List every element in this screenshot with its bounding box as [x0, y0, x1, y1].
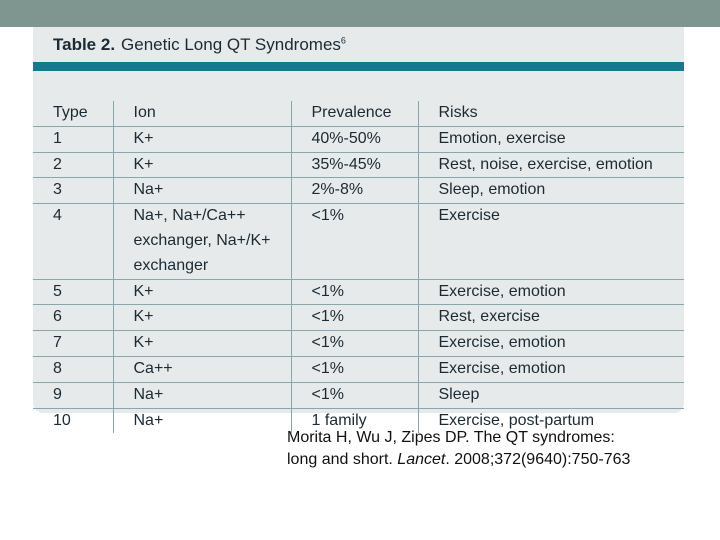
cell-ion: K+ [113, 152, 291, 178]
cell-ion: K+ [113, 305, 291, 331]
cell-type: 6 [33, 305, 113, 331]
cell-prevalence: <1% [291, 204, 418, 279]
cell-prevalence: 35%-45% [291, 152, 418, 178]
cell-type: 10 [33, 408, 113, 433]
citation-line-1: Morita H, Wu J, Zipes DP. The QT syndromes: [287, 429, 615, 446]
header-type: Type [33, 101, 113, 126]
header-risks: Risks [438, 104, 478, 121]
citation-authors-tail: long and short. [287, 451, 398, 468]
cell-ion: Na+ [113, 178, 291, 204]
cell-type: 1 [33, 126, 113, 152]
cell-type: 7 [33, 331, 113, 357]
table-title [53, 35, 346, 55]
cell-prevalence: <1% [291, 331, 418, 357]
header-ion: Ion [113, 101, 291, 126]
cell-ion: K+ [113, 279, 291, 305]
citation-volume: . 2008;372(9640):750-763 [445, 451, 631, 468]
table-row [33, 204, 684, 279]
table-row [33, 279, 684, 305]
cell-type: 8 [33, 356, 113, 382]
table-header-rule [33, 62, 684, 71]
cell-type: 4 [33, 204, 113, 279]
cell-risks: Sleep [438, 385, 480, 403]
table-label: Table 2. [53, 35, 116, 54]
cell-prevalence: 1 family [291, 408, 418, 433]
cell-risks: Sleep, emotion [438, 181, 546, 199]
cell-prevalence: <1% [291, 356, 418, 382]
cell-ion: K+ [113, 126, 291, 152]
cell-risks: Exercise, emotion [438, 334, 566, 352]
cell-ion: Na+ [113, 408, 291, 433]
cell-ion: Ca++ [113, 356, 291, 382]
cell-risks: Exercise, emotion [438, 359, 566, 377]
cell-prevalence: 40%-50% [291, 126, 418, 152]
slide-top-band [0, 0, 720, 27]
cell-risks: Exercise, post-partum [438, 411, 595, 429]
table-row [33, 382, 684, 408]
cell-ion-line: exchanger [133, 256, 209, 274]
citation-line-2 [287, 449, 707, 471]
cell-prevalence: 2%-8% [291, 178, 418, 204]
long-qt-table [33, 101, 684, 433]
table-row [33, 331, 684, 357]
cell-ion [113, 204, 291, 279]
cell-type: 3 [33, 178, 113, 204]
cell-ion-line: exchanger, Na+/K+ [133, 231, 271, 249]
table-row [33, 305, 684, 331]
cell-risks: Rest, noise, exercise, emotion [438, 155, 653, 173]
table-row [33, 152, 684, 178]
cell-prevalence: <1% [291, 305, 418, 331]
citation [287, 427, 707, 471]
cell-ion: Na+ [113, 382, 291, 408]
cell-type: 9 [33, 382, 113, 408]
cell-risks: Exercise [438, 207, 500, 225]
header-prevalence: Prevalence [291, 101, 418, 126]
cell-type: 5 [33, 279, 113, 305]
table-title-text: Genetic Long QT Syndromes [121, 35, 341, 54]
table-row [33, 178, 684, 204]
cell-prevalence: <1% [291, 382, 418, 408]
cell-ion-line: Na+, Na+/Ca++ [133, 207, 246, 225]
table-reference: 6 [340, 35, 346, 46]
cell-prevalence: <1% [291, 279, 418, 305]
cell-risks: Emotion, exercise [438, 129, 566, 147]
table-row [33, 356, 684, 382]
citation-journal: Lancet [397, 451, 446, 468]
table-header-row [33, 101, 684, 126]
cell-risks: Exercise, emotion [438, 282, 566, 300]
cell-ion: K+ [113, 331, 291, 357]
table-row [33, 126, 684, 152]
cell-type: 2 [33, 152, 113, 178]
cell-risks: Rest, exercise [438, 308, 540, 326]
table-card [33, 27, 684, 429]
